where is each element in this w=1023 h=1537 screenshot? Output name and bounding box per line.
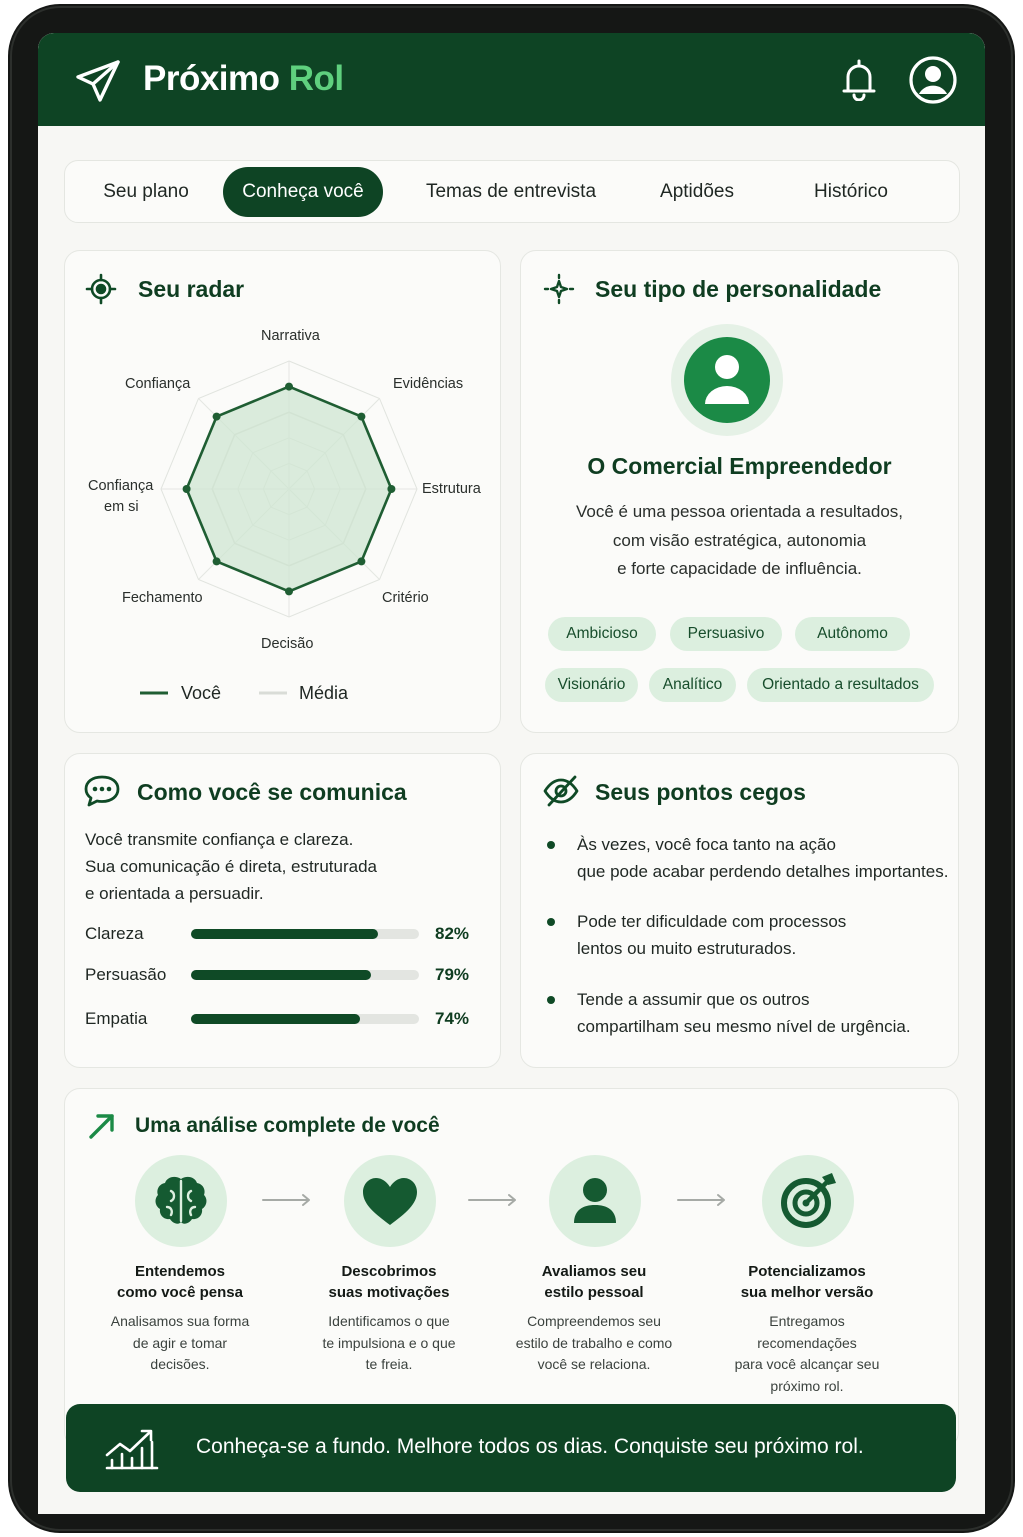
radar-point	[285, 587, 293, 595]
bullet-dot	[547, 841, 555, 849]
step-desc-line: Compreendemos seu	[527, 1313, 661, 1329]
personality-card	[520, 250, 959, 733]
communication-text-line: Você transmite confiança e clareza.	[85, 830, 354, 849]
legend-average-label: Média	[299, 683, 349, 703]
radar-axis-label: em si	[104, 499, 139, 515]
blind-spot-line: compartilham seu mesmo nível de urgência.	[577, 1017, 911, 1036]
personality-type-name: O Comercial Empreendedor	[587, 453, 892, 479]
communication-text-line: Sua comunicação é direta, estruturada	[85, 857, 378, 876]
metric-bar-persuasao	[191, 970, 419, 980]
radar-you-series	[183, 383, 396, 596]
blind-spot-item	[577, 831, 952, 885]
step-title	[304, 1261, 474, 1303]
footer-banner	[66, 1404, 956, 1492]
communication-title: Como você se comunica	[137, 779, 407, 805]
step-title	[509, 1261, 679, 1303]
blind-spot-line: que pode acabar perdendo detalhes importantes.	[577, 862, 949, 881]
radar-card	[64, 250, 501, 733]
radar-axis-label: Critério	[382, 590, 429, 606]
radar-axis-label: Decisão	[261, 636, 314, 652]
step-title-line: Avaliamos seu	[541, 1263, 647, 1280]
sparkle-icon	[543, 273, 575, 305]
arrow-right-icon	[467, 1193, 519, 1207]
step-title	[95, 1261, 265, 1303]
step-icon-circle	[549, 1155, 641, 1247]
step-desc-line: decisões.	[150, 1356, 210, 1372]
blind-spots-title: Seus pontos cegos	[595, 779, 806, 805]
radar-axis-label: Narrativa	[261, 328, 320, 344]
tab-seu-plano[interactable]: Seu plano	[103, 181, 189, 202]
blind-spot-line: Às vezes, você foca tanto na ação	[577, 835, 836, 854]
step-desc-line: de agir e tomar	[132, 1334, 228, 1351]
tab-aptidoes[interactable]: Aptidões	[660, 181, 734, 202]
metric-value-empatia: 74%	[435, 1009, 470, 1028]
radar-axis-label: Confiança	[88, 478, 154, 494]
step-desc-line: Entregamos recomendações	[757, 1313, 857, 1351]
step-icon-circle	[135, 1155, 227, 1247]
legend-average-swatch	[259, 691, 287, 695]
metric-bar-fill	[191, 1014, 360, 1024]
blind-spot-item	[577, 908, 952, 962]
step-title-line: estilo pessoal	[544, 1284, 644, 1301]
radar-axis-label: Evidências	[393, 376, 464, 392]
metric-bar-clareza	[191, 929, 419, 939]
analysis-title: Uma análise complete de você	[135, 1114, 440, 1137]
blind-spot-line: Tende a assumir que os outros	[577, 990, 810, 1009]
tab-conheca-voce[interactable]: Conheça você	[223, 167, 383, 217]
app-screen	[38, 33, 985, 1514]
radar-axis-label: Confiança	[125, 376, 191, 392]
blind-spot-line: lentos ou muito estruturados.	[577, 939, 797, 958]
arrow-right-icon	[676, 1193, 728, 1207]
trait-chip: Analítico	[649, 668, 736, 702]
personality-title: Seu tipo de personalidade	[595, 276, 882, 302]
radar-axis-label: Estrutura	[422, 481, 481, 497]
radar-title: Seu radar	[138, 276, 245, 302]
trait-chip: Ambicioso	[548, 617, 656, 651]
metric-bar-empatia	[191, 1014, 419, 1024]
personality-description-line: com visão estratégica, autonomia	[612, 531, 867, 550]
personality-description-line: e forte capacidade de influência.	[617, 559, 862, 578]
bullet-dot	[547, 996, 555, 1004]
blind-spot-item	[577, 986, 952, 1040]
step-title	[722, 1261, 892, 1303]
radar-axis-label: Fechamento	[122, 590, 203, 606]
step-desc-line: estilo de trabalho e como	[515, 1334, 673, 1351]
radar-point	[387, 485, 395, 493]
trait-chip: Autônomo	[795, 617, 910, 651]
step-description	[722, 1311, 892, 1397]
step-title-line: Entendemos	[134, 1263, 225, 1280]
personality-description-line: Você é uma pessoa orientada a resultados,	[576, 502, 903, 521]
radar-point	[357, 557, 365, 565]
blind-spot-line: Pode ter dificuldade com processos	[577, 912, 847, 931]
step-title-line: sua melhor versão	[740, 1284, 874, 1301]
tab-bar	[64, 160, 960, 223]
radar-point	[285, 383, 293, 391]
trait-chip: Orientado a resultados	[747, 668, 934, 702]
metric-value-persuasao: 79%	[435, 965, 470, 984]
trait-chip: Visionário	[545, 668, 638, 702]
step-desc-line: te freia.	[365, 1356, 413, 1372]
step-desc-line: Analisamos sua forma	[110, 1313, 250, 1329]
metric-label-empatia: Empatia	[85, 1009, 148, 1028]
step-desc-line: te impulsiona e o que	[322, 1334, 456, 1351]
arrow-right-icon	[261, 1193, 313, 1207]
step-description	[509, 1311, 679, 1376]
communication-text	[85, 826, 485, 907]
step-desc-line: você se relaciona.	[537, 1356, 651, 1372]
brand-name[interactable]	[143, 59, 344, 99]
step-title-line: Potencializamos	[748, 1263, 866, 1280]
eye-off-icon	[542, 774, 580, 808]
growth-chart-icon	[104, 1426, 160, 1470]
step-desc-line: próximo rol.	[770, 1377, 844, 1394]
step-title-line: como você pensa	[117, 1284, 243, 1301]
metric-label-clareza: Clareza	[85, 924, 144, 943]
target-arrow-icon	[762, 1155, 854, 1247]
footer-tagline: Conheça-se a fundo. Melhore todos os dias. Conquiste seu próximo rol.	[196, 1435, 864, 1458]
brand-main: Próximo	[143, 59, 280, 98]
top-bar	[38, 33, 985, 126]
trait-chip: Persuasivo	[670, 617, 782, 651]
person-icon	[670, 323, 784, 437]
bell-icon[interactable]	[838, 57, 880, 101]
radar-point	[183, 485, 191, 493]
chat-bubble-icon	[83, 774, 121, 808]
bullet-dot	[547, 918, 555, 926]
step-description	[95, 1311, 265, 1376]
step-icon-circle	[762, 1155, 854, 1247]
radar-point	[213, 557, 221, 565]
step-desc-line: Identificamos o que	[328, 1313, 450, 1329]
analysis-card	[64, 1088, 959, 1448]
brand-accent: Rol	[288, 59, 344, 98]
brain-icon	[135, 1155, 227, 1247]
heart-icon	[344, 1155, 436, 1247]
communication-text-line: e orientada a persuadir.	[85, 884, 264, 903]
user-circle-icon[interactable]	[908, 55, 958, 105]
metric-value-clareza: 82%	[435, 924, 470, 943]
trend-arrow-icon	[87, 1111, 117, 1141]
paper-plane-icon[interactable]	[74, 57, 122, 105]
metric-bar-fill	[191, 970, 371, 980]
step-icon-circle	[344, 1155, 436, 1247]
step-title-line: Descobrimos	[341, 1263, 437, 1280]
step-description	[304, 1311, 474, 1376]
step-title-line: suas motivações	[328, 1284, 450, 1301]
radar-point	[357, 413, 365, 421]
tab-historico[interactable]: Histórico	[814, 181, 888, 202]
blind-spots-card	[520, 753, 959, 1068]
metric-label-persuasao: Persuasão	[85, 965, 167, 984]
tab-temas-de-entrevista[interactable]: Temas de entrevista	[425, 181, 597, 202]
metric-bar-fill	[191, 929, 378, 939]
communication-card	[64, 753, 501, 1068]
radar-point	[213, 413, 221, 421]
step-desc-line: para você alcançar seu	[734, 1356, 880, 1372]
legend-you-label: Você	[181, 683, 222, 703]
legend-you-swatch	[140, 691, 168, 695]
person-icon	[549, 1155, 641, 1247]
